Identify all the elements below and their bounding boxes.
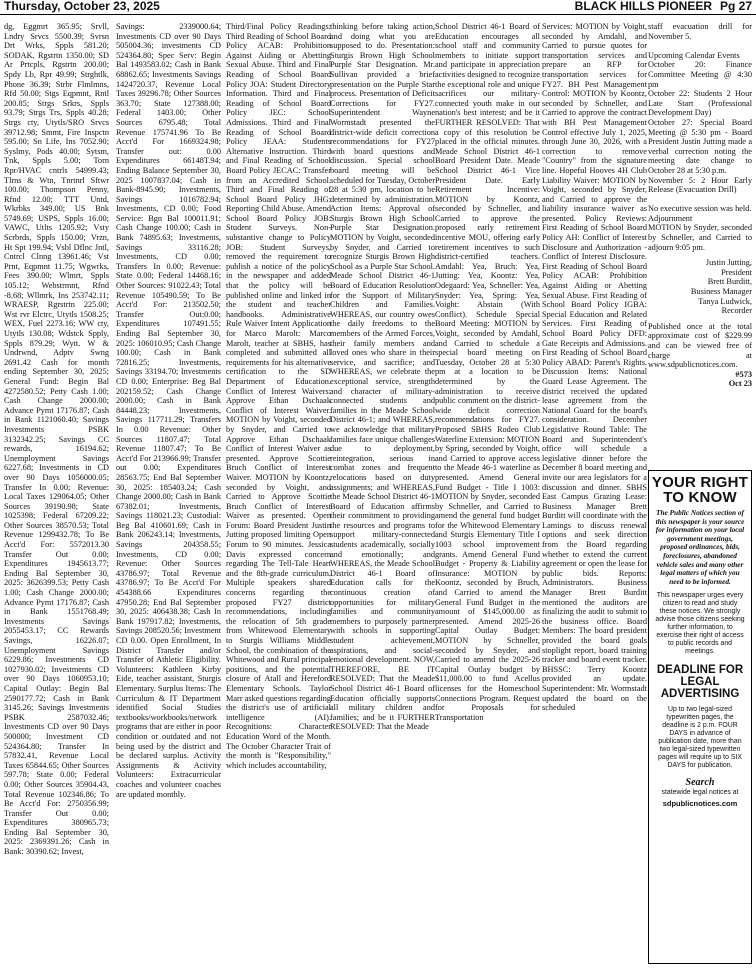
search-text: statewide legal notices at — [661, 789, 739, 797]
notice-date: Oct 23 — [728, 379, 752, 389]
deadline-text: Up to two legal-sized typewritten pages, the deadline is 2 p.m. FOUR DAYS in advance of publication date, more than two legal-sized typewritten pages will require up to SIX DAYS for publication. — [658, 706, 742, 770]
right-to-know-heading: YOUR RIGHT TO KNOW — [651, 474, 749, 506]
text-column-3: Third/Final Policy Readings: Third Reading of School Board Policy ACAB: Prohibition Against Aiding or Abetting Sexual Abuse. Third and Final Reading of School Board Policy JOA: Student Directory Information. Third and Final Reading of School Board Policy JEC: School Admissions. Third and Final Reading of School Board Policy JEAA: Students Alternative Instruction. Third and Final Reading of School Board Policy JECAC: Transfer from an Accredited School. Third and Final Reading of School Board Policy JHG: Reporting Child Abuse. Amend School Board Policy JOB: Student Surveys. Non-substantive change to Policy JOB: Student Surveys, removed the requirement to publish a notice of the policy in the newspaper and added that the policy will be published online and linked in the student and teacher handbooks. Administrative Rule Waiver Intent Application for Marco Marolt: Marco Marolt, teacher at SBHS, has completed and submitted all requirements for his alternative certification to the SD Department of Education. Conflict of Interest Waivers: Approve Ethan Dschaak Conflict of Interest Waiver. MOTION by Voight, seconded by Snyder, and Carried to Approve Ethan Dschaak Conflict of Interest Waiver as presented. Approve Scottie Bruch Conflict of Interest Waiver. MOTION by Koontz, seconded by Voight, and Carried to Approve Scottie Bruch Conflict of Interest Waiver as presented. Open Forum: Board President Justin Jutting proposed limiting Open Forum to 90 minutes. Jessica Davis expressed concern regarding The Tell-Tale Heart and the 8th-grade curriculum. Multiple speakers shared concerns regarding the proposed FY27 district recommendations, including the relocation of 5th grade from Whitewood Elementary to Sturgis Williams Middle School, the combination of the Whitewood and Rural principal positions, and the potential closure of Atall and Hereford Elementary Schools. Taylor Marr asked questions regarding the district's use of artificial intelligence (AI). Recognitions: Character Education Word of the Month. The October Character Trait of the month is "Responsibility," which includes accountability, — [226, 22, 331, 770]
published-note: Published once at the total approximate cost of $229.99 and can be viewed free of charge at www.sdpublicnotices.com. — [648, 321, 752, 370]
text-column-7: staff evacuation drill for November 5. Upcoming Calendar Events October 20: Finance Committee Meeting @ 4:30 pm October 22: Students 2 Hour Late Start (Professional Development Day) October 27: Special Board Meeting @ 5:30 pm - Board President Justin Jutting made a verbal correction noting the meeting date change to October 28 at 5:30 p.m. November 5: 2 Hour Early Release (Evacuation Drill) No executive session was held. Adjournment MOTION by Snyder, seconded by Schneller, and Carried to adjourn 9:05 pm. Justin Jutting, President Brett Burditt, Business Manager Tanya Ludwick, Recorder Published once at the total approximate cost of $229.99 and can be viewed free of charge at www.sdpublicnotices.com. #573 Oct 23 — [648, 22, 752, 389]
signature-block: Justin Jutting, President Brett Burditt, Business Manager Tanya Ludwick, Recorder — [690, 258, 752, 316]
page-header — [0, 0, 756, 15]
public-notices-intro: The Public Notices section of this newspaper is your source for information on your local government meetings, proposed ordinances, bids, foreclosures, abandoned vehicle sales and many other legal matters of which you need to be informed. — [655, 508, 745, 586]
text-column-6: Services: MOTION by Voight, seconded by Amdahl, and Carried to pursue quotes for transportation services and prepare an RFP for transportation services for FY27. BH Pest Management Control: MOTION by Koontz, seconded by Schneller, and Carried to approve the contract with BH Pest Management Control effective July 1, 2025, through June 30, 2026, with a correction to remove "Country" from the signature line. Hopeful Hooves 4H Club Liability Waiver: MOTION by Voight, seconded by Snyder, and Carried to approve the liability insurance waiver as presented. Policy Reviews: First Reading of School Board Policy AH: Conflict of Interest Disclosure and Authorization - Conflict of Interest Disclosure. First Reading of School Board Policy ACAB: Prohibition Against Aiding or Abetting Sexual Abuse. First Reading of School Board Policy IGBA: Special Education and Related Services. First Reading of School Board Policy DFD: Gate Receipts and Admissions. First Reading of School Board Policy ABAD: Parent's Rights. Discussion Items: National Guard Lease Agreement. The district received the updated lease agreement from the National Guard for the board's consideration. December Legislative Round Table: The Board and Superintendent's office will schedule a legislative dinner before the December 8 board meeting and invite our area legislators for a discussion and dinner. SBHS East Campus Grazing Lease: Business Manager Brett Burditt will coordinate with the Lamings to discuss renewal options and seek direction from the Board regarding whether to extend the current agreement or open the lease for public bids. Reports: Administrators. Business Manager Brett Burditt mentioned the auditors are finalizing the audit to submit to the business office. Board Members: The board president provided the board goals stoplight report, board training tracker and board event tracker. BHSSC: Terry Koontz provided an update. Superintendent: Mr. Wormstadt updated the board on the scheduled — [542, 22, 647, 713]
deadline-heading: DEADLINE FOR LEGAL ADVERTISING — [656, 664, 744, 701]
text-column-2: Savings: 2339000.64; Investments CD over 90 Days 505004.36; investments CD 524364.80; Spec Serv: Begin Bal 1493583.02; Cash in Bank 68862.65; Investments Savings 1424720.37, Revenue Local Taxes 39296.78; Other Sources 363.70; State 127388.00; Federal 1403.00; Other Sources 6795.48; Total Revenue 175741.96 To Be Acct'd For 1669324.98; Transfer out: 0.00 Expenditures 66148T.94; Ending Balance September 30, 2025 1007837.04; Cash in Bank-8945.90; Investments, Savings 1016782.94; Investments, CD 0.00; Food Service: Bgn Bal 100011.91; Cash Change 100.00; Cash in Bank 74895.63; Investments, Savings 33116.28; Investments, CD 0.00; Transfers In 0.00; Revenue: State 0.00; Federal 14468.16; Other Sources: 91022.43; Total Revenue 105490.59; To Be Acct'd For: 213502.50; Transfer Out:0.00; Expenditures 107491.55; Ending Bal September 30, 2025: 106010.95; Cash Change 100.00; Cash in Bank 72816.25; Investments, Savings 33194.70; Investments CD 0.00; Enterprise: Beg Bal 202159.52; Cash Change 2000.00; Cash in Bank 84448.23; Investments, Savings 117711.29; Transfers In 0.00 Revenue: Other Sources 11807.47; Total Revenue 11807.47; To Be Acct'd For 213966.99; Transfer out 0.00; Expenditures 28563.75; End Bal September 30, 2025: 185403.24; Cash Change 2000.00; Cash in Bank 67382.01; Investments, Savings 118021.23; Custodial: Beg Bal 410601.69; Cash in Bank 206243.14; Investments, Savings 204358.55; Investments, CD 0.00; Revenue: Other Sources 43786.97; Total Revenue 43786.97; To Be Acct'd For 454388.66 Expenditures 47950.28; End Bal September 30, 2025: 406438.38; Cash In Bank 197917.82; Investments, Savings 208520.56; Investment CD 0.00. Open Enrollment, In District Transfer and/or Transfer of Athletic Eligibility. Volunteers: Kathleen Kirby Eide, teacher assistant, Sturgis Elementary. Surplus Items: The Curriculum & IT Department identified Social Studies textbooks/workbooks/network programs that are either in poor condition or outdated and not being used by the district and be declared surplus. Activity Assignments & Activity Volunteers: Extracurricular coaches and volunteer coaches are updated monthly. — [116, 22, 221, 799]
page-number: Pg 27 — [719, 0, 752, 13]
text-column-5: School District 46-1 Board of Education encourages all school staff and community members to initiate support and participate in appreciation activities designed to recognize the exceptional role and unique sacrifices our military-connected youth make in our nation's best interest; and be it FURTHER RESOLVED: That a copy of this resolution be placed in the official minutes. Meade School District 46-1 Board President Date. Meade School District 46-1 Vice President Date. Early Retirement Incentive: MOTION by Koontz, seconded by Schneller, and Carried to approve the proposed early retirement incentive MOU, offering early retirement incentives to such district-certified teachers. Amdahl: Yea, Bruch: Yea, Jutting: Yea, Koontz: Yea, Odegaard: Yea, Schneller: Yea, Snyder: Yea, Spring: Yea, Voight: Abstain (With Conflict). Schedule Special Board Meeting: MOTION by Voight, seconded by Amdahl, and Carried to schedule a special board meeting on Tuesday, October 28 at 5:30 pm at a location to be determined by the administration to receive public comment on the district-wide deficit correction recommendations for FY27. Proposed SBHS Rodeo Club Waterline Extension: MOTION by Spring, seconded by Voight, and Carried to approve access to the Meade 46-1 waterline as presented. Amend General Fund Budget - Title I 1003: MOTION by Snyder, seconded by Schneller, and Carried to amend the general fund budget for the Whitewood Elementary and Sturgis Elementary Title I 1003 school improvement grants. Amend General Fund Budget - Property & Liability Insurance: MOTION by Koontz, seconded by Bruch, and Carried to amend the General Fund Budget in the amount of $145,000.00 as presented. Amend 2025-26 Capital Outlay Budget: MOTION by Schneller, seconded by Snyder, and Carried to amend the 2025-26 Capital Outlay budget by $11,000.00 to fund Acellus licenses for the Homeschool Connections Program. Request for Proposals for Transportation — [435, 22, 540, 722]
newspaper-name: BLACK HILLS PIONEER — [574, 0, 712, 13]
search-url[interactable]: sdpublicnotices.com — [662, 799, 738, 809]
right-to-know-box — [648, 470, 752, 964]
text-column-1: dg, Eggmrt 365.95; Srvll, Lndry Srvcs 5500.39; Svrsn Drt Wrks, Sppls 581.20; SODAK, Rgstrtn 1350.00; SD Ar Prtcpls, Rgstrtn 200.00; Spdy Lb, Rpr 49.99; Strghtlk, Phone 36.39; Strbr Flmlmns, Rfd 50.00; Stgs Eqpmnt, Rntl 200.85; Strgs Srkrs, Sppls 93.79; Strgs Trs, Sppls 40.28; Strgs cty, Utytls/SRO Srvcs 39712.98; Smmt, Fire Inspctn 595.00; Sn Life, Ins 7052.90; Syslmy, Pods 40.00; Sytsm, Tnk, Sppls 5.00; Torn Rpr/HVAC cntrls 54999.43; Tlrns & Wtn, Tnrtnrl Sftwr 100.00; Thompson Penny, Rfnd 12.00; TTT Untd, Wkrbks 349.00; US Bnk 5749.69; USPS, Sppls 16.00; VAWC, Utlts 1205.92; Vsty Scrbrds, Sppls 150.00; Vrzn, Ht Spt 199.94; Vsbl Dflnc Jntl, Cntrcl Clnng 13961.46; Vst Prnt, Eqpmnt 11.75; Wgwrks, Fees 390.00; Wlmrt, Sppls 105.12; Webstrmnt, Rfnd -8.68; Wllmrk, Ins 253742.11; WRAESP, Rgrstrtn 225.00; Wst rvr Elctrc, Utytls 1508.25; WEX, Fuel 2273.16; WW cty, Utytls 130.08; Wdstck Spply, Sppls 879.29; Wytt. W & Undrwnd, Adptv Swng 2691.42 Cash for month ending September 30, 2025; General Fund: Begin Bal 4272580.52; Petty Cash 1.00; Cash Change 2000.00; Advance Pymt 17176.87; Cash in Bank 1121060.40; Savings Investments PSBK 3132342.25; Savings CC rewards, 16194.62; Unemployment Savings 6227.68; Investments in CD over 90 Days 1056000.05; Transfer In 0.00; Revenue: Local Taxes 129064.05; Other Sources 39190.98; State 1025398; Federal 67209.22; Other Sources 38570.53; Total Revenue 1299432.78; To Be Acct'd For: 5572013.30 Transfer Out 0.00; Expenditures 1945613.77; Ending Bal September 30, 2025: 3626399.53; Petty Cash 1.00; Cash Change 2000.00; Advance Pymt 17176.87; Cash in Bank 1551768.49; Investments Savings 2055453.17; CC Rewards Savings, 16226.07; Unemployment Savings 6229.86; Investments CD 1027930.02; Investments CD over 90 Days 1060953.10; Capital Outlay: Begin Bal 2590177.72; Cash in Bank 3145.26; Savings Investments PSBK 2587032.46; Investments CD over 90 Days 500000; Investment CD 524364.80; Transfer In 57832.41, Revenue Local Taxes 65844.65; Other Sources 597.78; State 0.00; Federal 0.00; Other Sources 35904.43, Total Revenue 102346.86; To Be Acct'd For: 2750356.99; Transfer Out 0.00; Expenditures 380965.73; Ending Bal September 30, 2025: 2369391.26; Cash in Bank: 30390.62; Invest, — [4, 22, 109, 857]
issue-date: Thursday, October 23, 2025 — [4, 0, 160, 13]
notice-number: #573 — [735, 369, 752, 379]
text-column-4: thinking before taking action, and doing what you are supposed to do. Presentation: Sturgis Brown High School Purple Star Designation. Mr. Sullivan provided a brief presentation on the Purple Star process. Presentation of Deficit Corrections for FY27. Superintendent Wayne Wormstadt presented the district-wide deficit correction recommendations for FY27 with board questions and discussion. Special school board meeting will be scheduled for Tuesday, October 28 at 5:30 pm, location to be determined by administration. Action Items: Approval of Sturgis Brown High School Purple Star Designation. MOTION by Voight, seconded by Snyder, and Carried to recognize Sturgis Brown High School as a Purple Star School. Meade School District 46-1 Board of Education Resolution for the Support of Military Children and Families. WHEREAS, our country owes the daily freedoms to the members of the Armed Forces, their family members and loved ones who share in their service, and sacrifice; and WHEREAS, we celebrate the exceptional service, strength and character of military-connected students and families in the Meade School District 46-1; and WHEREAS, we acknowledge that military families face unique challenges due to deployment, reintegration, serious in combat zones and frequent relocations based on duty assignments; and WHEREAS, the Meade School District 46-1 Board of Education affirms their commitment to providing the resources and programs to support military-connected students academically, socially and emotionally; and WHEREAS, the Meade School District 46-1 Board of Education calls for the continuous creation of opportunities for military families and community members to purposely partner with schools in supporting student achievement, aspirations, and social-emotional development. NOW, THEREFORE, BE IT RESOLVED: That the Meade School District 46-1 Board of Education officially supports all military children and families; and be it FURTHER RESOLVED: That the Meade — [330, 22, 435, 732]
search-label: Search — [685, 777, 715, 789]
citizen-advice: This newspaper urges every citizen to read and study these notices. We strongly advise those citizens seeking further information, to exercise their right of access to public records and meetings. — [655, 592, 745, 656]
